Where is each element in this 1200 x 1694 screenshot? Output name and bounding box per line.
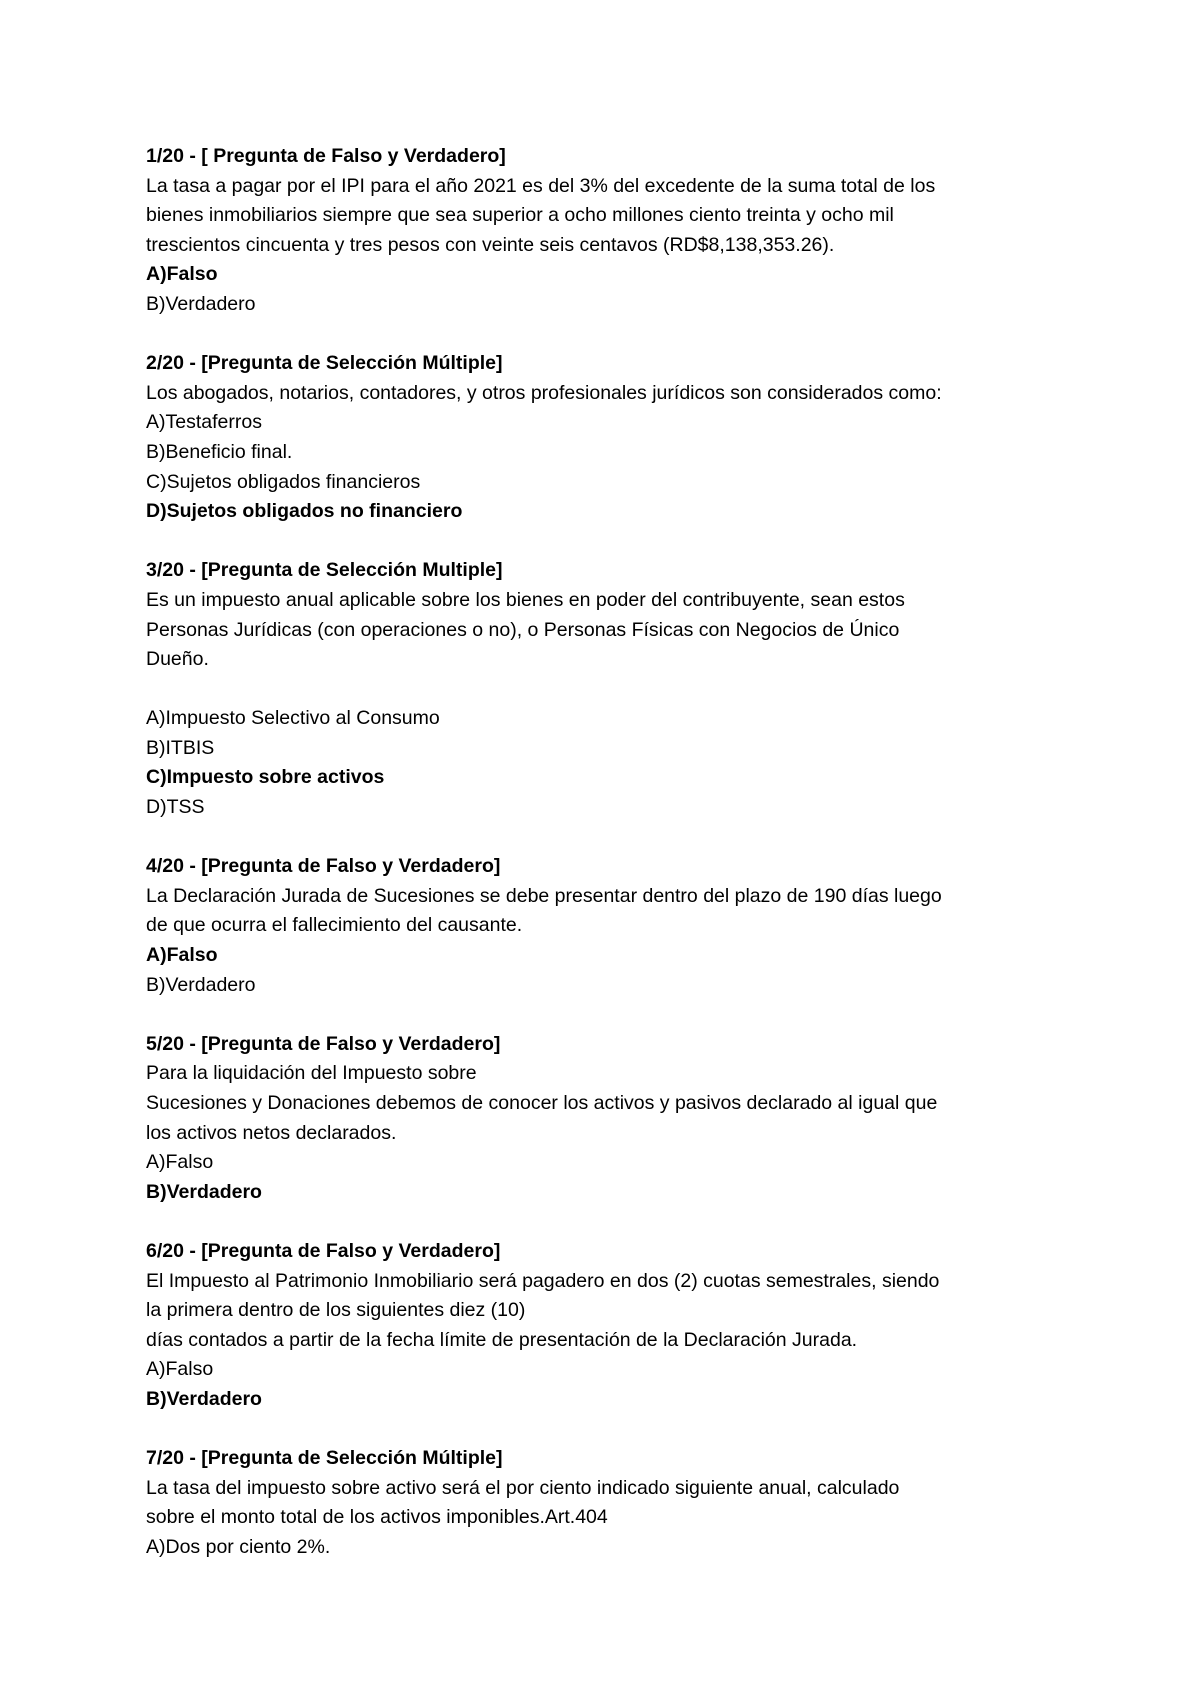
question-text-line: Los abogados, notarios, contadores, y otros profesionales jurídicos son considerados como: (146, 381, 942, 404)
question-title: 7/20 - [Pregunta de Selección Múltiple] (146, 1447, 503, 1470)
question-2 (146, 349, 1086, 527)
question-3 (146, 556, 1086, 822)
question-text-line: la primera dentro de los siguientes diez (10) (146, 1299, 526, 1322)
question-text-line: Dueño. (146, 648, 209, 671)
question-1 (146, 142, 1086, 320)
question-text-line: El Impuesto al Patrimonio Inmobiliario será pagadero en dos (2) cuotas semestrales, siendo (146, 1269, 940, 1292)
answer-option-correct: A)Falso (146, 944, 218, 967)
question-text-line: La Declaración Jurada de Sucesiones se debe presentar dentro del plazo de 190 días luego (146, 884, 942, 907)
answer-option-correct: B)Verdadero (146, 1180, 262, 1203)
question-title: 5/20 - [Pregunta de Falso y Verdadero] (146, 1032, 501, 1055)
blank-line (146, 675, 1086, 705)
answer-option-correct: B)Verdadero (146, 1387, 262, 1410)
question-title: 3/20 - [Pregunta de Selección Multiple] (146, 559, 503, 582)
answer-option: A)Falso (146, 1151, 214, 1174)
answer-option: B)Verdadero (146, 973, 256, 996)
question-text-line: sobre el monto total de los activos imponibles.Art.404 (146, 1506, 608, 1529)
answer-option-correct: A)Falso (146, 263, 218, 286)
question-text-line: Personas Jurídicas (con operaciones o no), o Personas Físicas con Negocios de Único (146, 618, 900, 641)
answer-option: D)TSS (146, 796, 205, 819)
question-6 (146, 1237, 1086, 1415)
answer-option: A)Impuesto Selectivo al Consumo (146, 707, 440, 730)
question-4 (146, 852, 1086, 1000)
answer-option: B)ITBIS (146, 736, 215, 759)
question-text-line: La tasa a pagar por el IPI para el año 2021 es del 3% del excedente de la suma total de los (146, 174, 936, 197)
question-text-line: los activos netos declarados. (146, 1121, 397, 1144)
question-5 (146, 1030, 1086, 1208)
answer-option-correct: C)Impuesto sobre activos (146, 766, 385, 789)
question-text-line: días contados a partir de la fecha límite de presentación de la Declaración Jurada. (146, 1328, 858, 1351)
question-text-line: La tasa del impuesto sobre activo será el por ciento indicado siguiente anual, calculado (146, 1476, 900, 1499)
question-title: 4/20 - [Pregunta de Falso y Verdadero] (146, 855, 501, 878)
question-text-line: de que ocurra el fallecimiento del causante. (146, 914, 523, 937)
question-title: 1/20 - [ Pregunta de Falso y Verdadero] (146, 145, 506, 167)
question-title: 6/20 - [Pregunta de Falso y Verdadero] (146, 1239, 501, 1262)
answer-option: B)Beneficio final. (146, 440, 293, 463)
question-text-line: trescientos cincuenta y tres pesos con veinte seis centavos (RD$8,138,353.26). (146, 233, 835, 256)
question-text-line: bienes inmobiliarios siempre que sea superior a ocho millones ciento treinta y ocho mil (146, 204, 894, 227)
answer-option: A)Dos por ciento 2%. (146, 1535, 331, 1558)
question-list (146, 142, 1086, 1592)
answer-option-correct: D)Sujetos obligados no financiero (146, 500, 463, 523)
answer-option: C)Sujetos obligados financieros (146, 470, 421, 493)
question-text-line: Sucesiones y Donaciones debemos de conocer los activos y pasivos declarado al igual que (146, 1092, 938, 1114)
question-text-line: Para la liquidación del Impuesto sobre (146, 1062, 477, 1085)
question-text-line: Es un impuesto anual aplicable sobre los bienes en poder del contribuyente, sean estos (146, 588, 905, 611)
answer-option: A)Testaferros (146, 411, 262, 434)
answer-option: B)Verdadero (146, 292, 256, 315)
answer-option: A)Falso (146, 1358, 214, 1381)
question-title: 2/20 - [Pregunta de Selección Múltiple] (146, 352, 503, 375)
question-7 (146, 1444, 1086, 1562)
